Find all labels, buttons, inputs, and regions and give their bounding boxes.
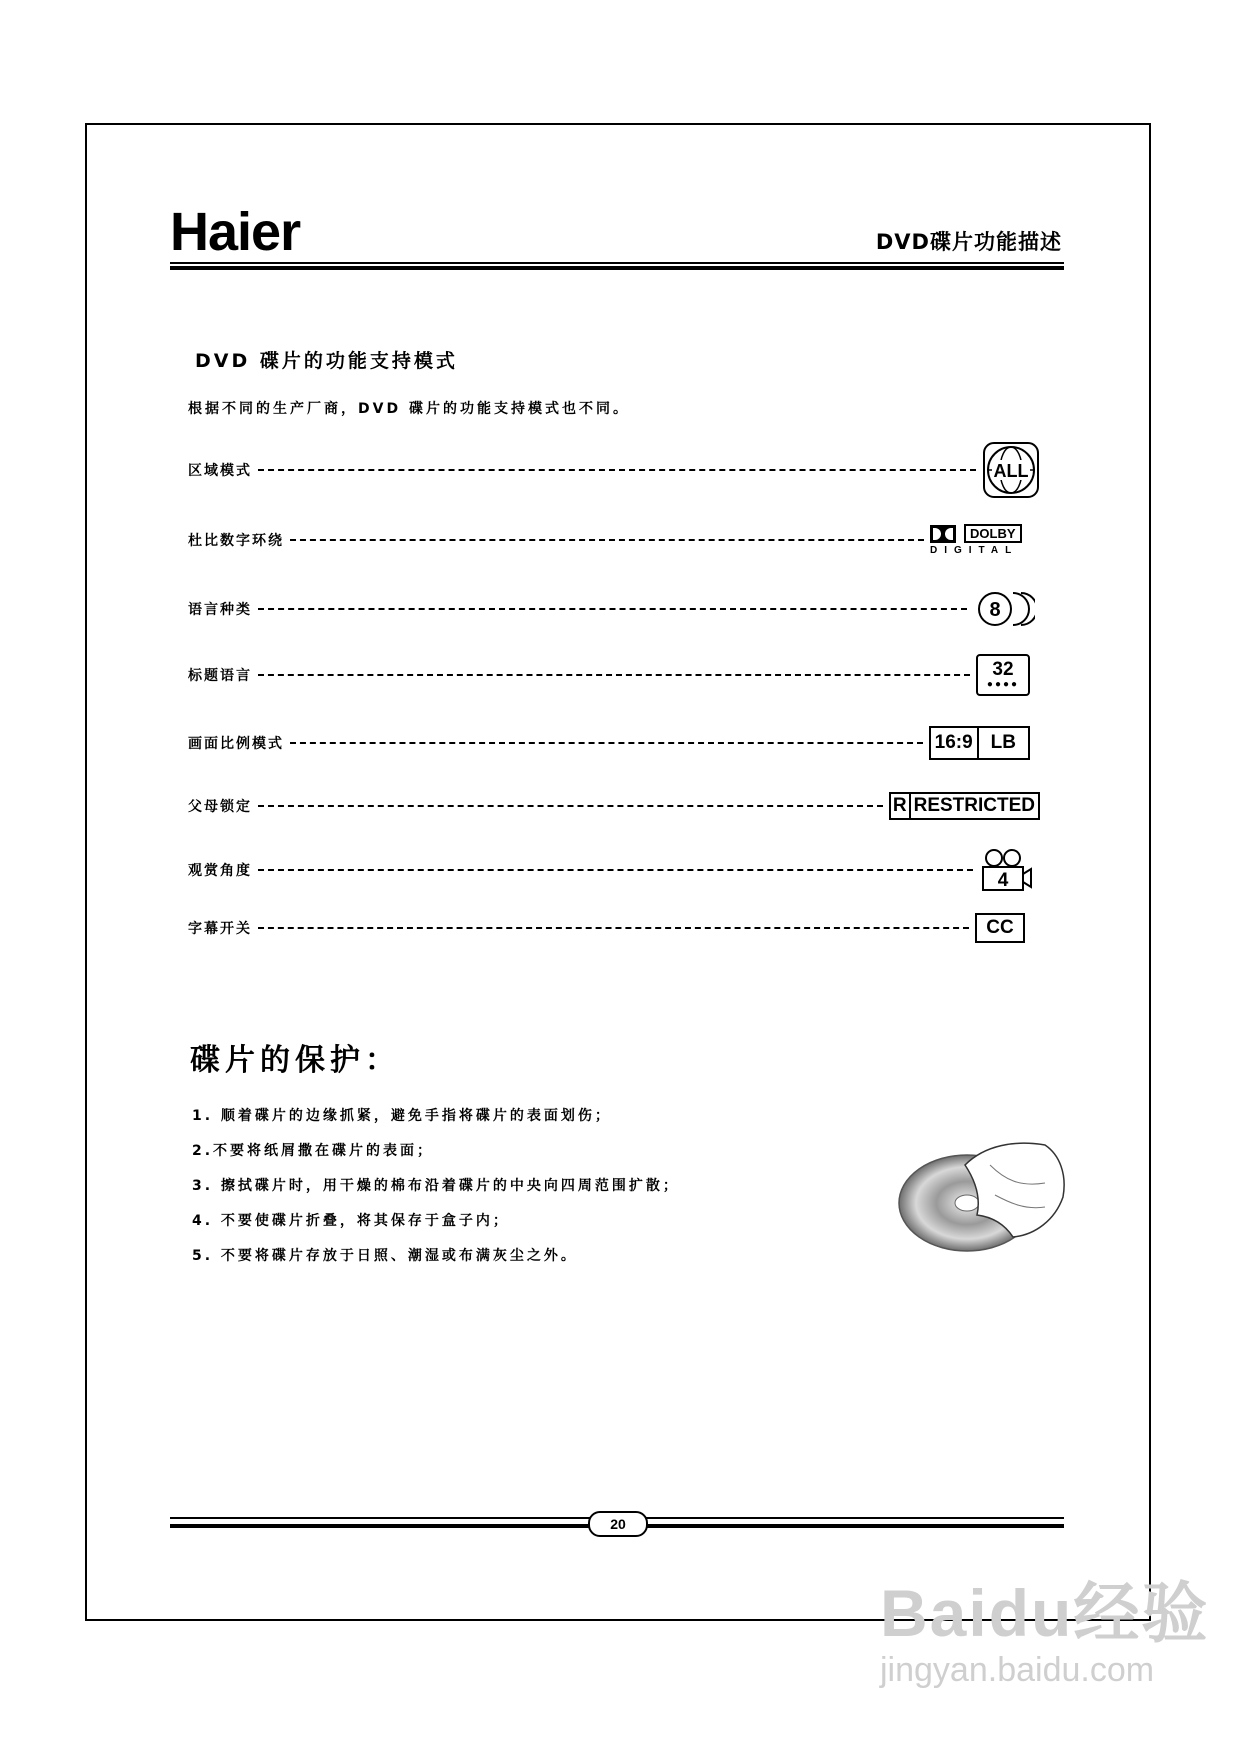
parental-lock-icon — [889, 792, 1040, 820]
header-divider-thick — [170, 266, 1064, 270]
aspect-ratio-value: 16:9 — [931, 728, 979, 758]
disc-cleaning-illustration — [895, 1125, 1075, 1255]
feature-row-camera-angle — [188, 850, 1035, 890]
aspect-ratio-icon — [929, 726, 1030, 760]
closed-caption-icon — [975, 913, 1025, 943]
feature-row-aspect-ratio — [188, 723, 1030, 763]
feature-label: 区域模式 — [188, 463, 252, 479]
dotted-leader — [258, 927, 969, 929]
letterbox-value: LB — [990, 732, 1016, 753]
baidu-watermark — [880, 1560, 1209, 1690]
dotted-leader — [258, 608, 967, 610]
haier-logo: Haier — [170, 202, 301, 262]
double-d-icon — [930, 525, 956, 543]
feature-label: 字幕开关 — [188, 921, 252, 937]
closed-caption-text: CC — [986, 917, 1014, 938]
page-title: DVD碟片功能描述 — [875, 230, 1062, 254]
subtitle-language-count: 32 — [992, 659, 1014, 680]
rating-letter: R — [889, 792, 911, 820]
dotted-leader — [258, 869, 973, 871]
region-all-icon — [982, 441, 1040, 499]
modes-intro: 根据不同的生产厂商，DVD 碟片的功能支持模式也不同。 — [188, 401, 630, 417]
page-number: 20 — [588, 1511, 648, 1537]
region-all-text: ALL — [993, 461, 1029, 481]
watermark-main: Baidu经验 — [880, 1576, 1210, 1650]
feature-row-region — [188, 450, 1040, 490]
feature-row-audio-language — [188, 589, 1035, 629]
dotted-leader — [290, 539, 924, 541]
protection-tip: 4. 不要使碟片折叠，将其保存于盒子内； — [192, 1213, 510, 1229]
feature-row-subtitle-language — [188, 655, 1030, 695]
protection-tip: 2.不要将纸屑撒在碟片的表面； — [192, 1143, 435, 1159]
feature-label: 父母锁定 — [188, 799, 252, 815]
protection-tip: 3. 擦拭碟片时，用干燥的棉布沿着碟片的中央向四周范围扩散； — [192, 1178, 680, 1194]
feature-label: 画面比例模式 — [188, 736, 284, 752]
modes-title: DVD 碟片的功能支持模式 — [195, 350, 458, 372]
dotted-leader — [258, 674, 970, 676]
feature-label: 观赏角度 — [188, 863, 252, 879]
protection-title: 碟片的保护： — [190, 1043, 400, 1078]
feature-row-closed-caption — [188, 908, 1025, 948]
dotted-leader — [258, 805, 883, 807]
restricted-label: RESTRICTED — [911, 792, 1040, 820]
camera-angle-count: 4 — [997, 870, 1009, 891]
protection-tip: 5. 不要将碟片存放于日照、潮湿或布满灰尘之外。 — [192, 1248, 578, 1264]
speech-dots-icon: ●●●● — [986, 679, 1020, 690]
header-divider — [170, 262, 1064, 264]
feature-row-parental-lock — [188, 786, 1040, 826]
feature-label: 杜比数字环绕 — [188, 533, 284, 549]
subtitle-language-icon — [976, 654, 1030, 696]
dotted-leader — [290, 742, 923, 744]
audio-language-icon — [973, 589, 1035, 629]
feature-label: 语言种类 — [188, 602, 252, 618]
feature-label: 标题语言 — [188, 668, 252, 684]
watermark-sub: jingyan.baidu.com — [880, 1651, 1155, 1689]
feature-row-dolby — [188, 520, 1040, 560]
audio-language-count: 8 — [989, 599, 1001, 621]
dolby-digital-icon — [930, 524, 1040, 556]
dolby-text: DOLBY — [964, 524, 1022, 543]
digital-text: DIGITAL — [930, 545, 1019, 556]
dotted-leader — [258, 469, 976, 471]
protection-tip: 1. 顺着碟片的边缘抓紧，避免手指将碟片的表面划伤； — [192, 1108, 612, 1124]
camera-angle-icon — [979, 848, 1035, 892]
